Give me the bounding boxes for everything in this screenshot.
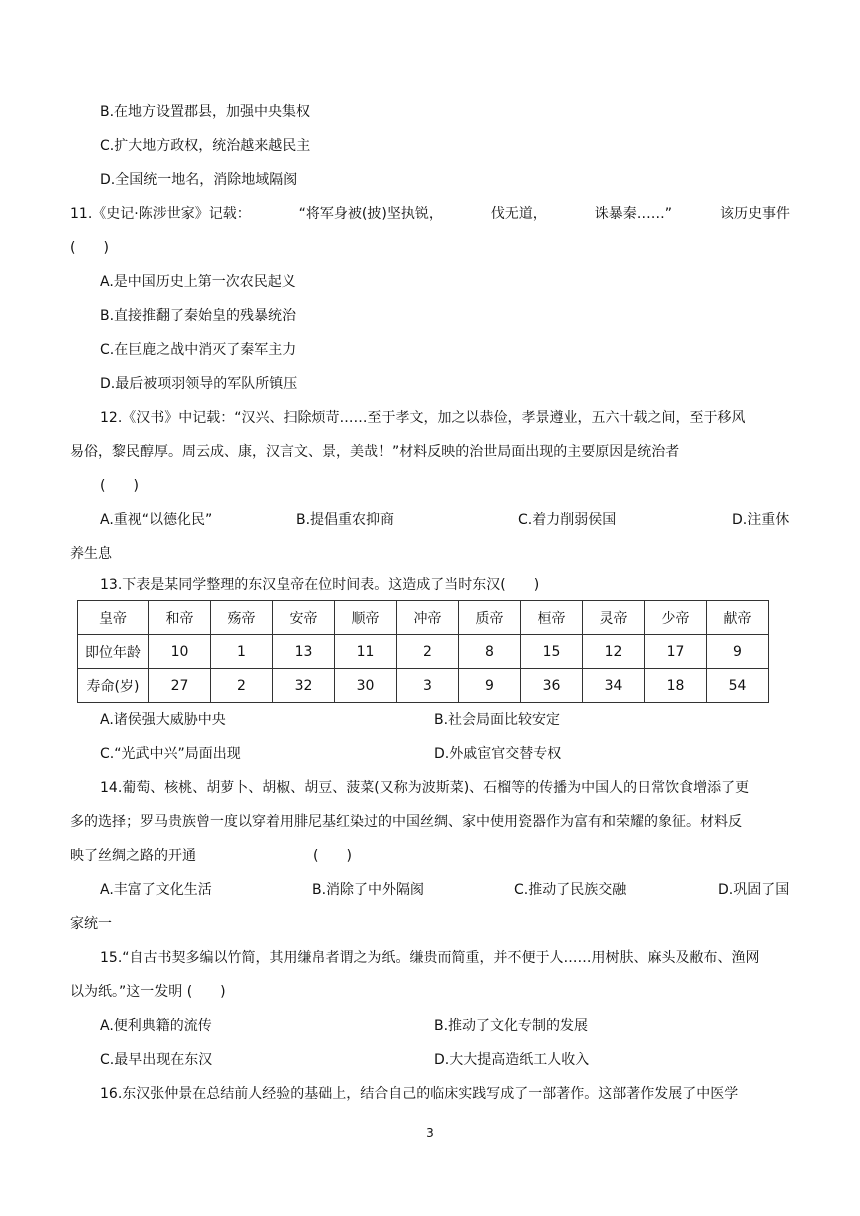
table-header-cell: 殇帝 xyxy=(211,601,273,635)
q13-options-row1 xyxy=(100,710,790,730)
q12-answer-bracket: ( ) xyxy=(100,478,139,494)
q13-option-b: B.社会局面比较安定 xyxy=(434,712,561,728)
table-row xyxy=(78,669,769,703)
q11-stem-part: 该历史事件 xyxy=(719,206,790,222)
q15-option-a: A.便利典籍的流传 xyxy=(100,1018,212,1034)
table-cell: 36 xyxy=(521,669,583,703)
q12-option-d: D.注重休 xyxy=(732,512,790,528)
q15-options-row2 xyxy=(100,1050,790,1070)
q14-option-a: A.丰富了文化生活 xyxy=(100,882,212,898)
table-header-cell: 质帝 xyxy=(459,601,521,635)
q14-option-c: C.推动了民族交融 xyxy=(514,882,627,898)
table-header-cell: 献帝 xyxy=(707,601,769,635)
q12-option-b: B.提倡重农抑商 xyxy=(296,512,395,528)
q13-option-a: A.诸侯强大威胁中央 xyxy=(100,712,226,728)
q13-stem: 13.下表是某同学整理的东汉皇帝在位时间表。这造成了当时东汉( ) xyxy=(100,577,540,593)
q15-options-row1 xyxy=(100,1016,790,1036)
q14-option-d-continued: 家统一 xyxy=(70,916,112,932)
table-header-cell: 少帝 xyxy=(645,601,707,635)
table-cell: 12 xyxy=(583,635,645,669)
q11-stem xyxy=(70,204,790,224)
q14-stem-line3 xyxy=(70,846,352,866)
q15-option-b: B.推动了文化专制的发展 xyxy=(434,1018,589,1034)
table-cell: 1 xyxy=(211,635,273,669)
q12-option-c: C.着力削弱侯国 xyxy=(518,512,617,528)
q14-option-d: D.巩固了国 xyxy=(718,882,790,898)
table-row xyxy=(78,601,769,635)
q12-option-a: A.重视“以德化民” xyxy=(100,512,213,528)
q15-stem-line1: 15.“自古书契多编以竹简，其用缣帛者谓之为纸。缣贵而简重，并不便于人……用树肤、麻头及敝布、渔网 xyxy=(100,950,760,966)
table-row xyxy=(78,635,769,669)
q11-option-b: B.直接推翻了秦始皇的残暴统治 xyxy=(100,308,297,324)
table-cell: 8 xyxy=(459,635,521,669)
table-cell: 2 xyxy=(211,669,273,703)
q11-stem-part: 伐无道， xyxy=(490,206,547,222)
table-cell: 34 xyxy=(583,669,645,703)
q13-option-c: C.“光武中兴”局面出现 xyxy=(100,746,241,762)
q14-option-b: B.消除了中外隔阂 xyxy=(312,882,425,898)
table-cell: 27 xyxy=(149,669,211,703)
q10-option-c: C.扩大地方政权，统治越来越民主 xyxy=(100,138,311,154)
table-header-cell: 和帝 xyxy=(149,601,211,635)
table-cell: 寿命(岁) xyxy=(78,669,149,703)
table-cell: 3 xyxy=(397,669,459,703)
table-cell: 32 xyxy=(273,669,335,703)
q16-stem-line1: 16.东汉张仲景在总结前人经验的基础上，结合自己的临床实践写成了一部著作。这部著作发展了中医学 xyxy=(100,1086,739,1102)
q14-stem-line3-text: 映了丝绸之路的开通 xyxy=(70,848,196,864)
table-cell: 9 xyxy=(707,635,769,669)
q13-option-d: D.外戚宦官交替专权 xyxy=(434,746,562,762)
table-cell: 10 xyxy=(149,635,211,669)
table-cell: 2 xyxy=(397,635,459,669)
table-header-cell: 冲帝 xyxy=(397,601,459,635)
q10-option-b: B.在地方设置郡县，加强中央集权 xyxy=(100,104,311,120)
emperor-table xyxy=(77,600,769,703)
table-header-cell: 皇帝 xyxy=(78,601,149,635)
q14-options-row xyxy=(100,880,790,900)
table-cell: 54 xyxy=(707,669,769,703)
q10-option-d: D.全国统一地名，消除地域隔阂 xyxy=(100,172,298,188)
table-cell: 13 xyxy=(273,635,335,669)
table-header-cell: 安帝 xyxy=(273,601,335,635)
q12-options-row xyxy=(100,510,790,530)
q14-answer-bracket: ( ) xyxy=(313,848,352,864)
table-header-cell: 桓帝 xyxy=(521,601,583,635)
table-cell: 30 xyxy=(335,669,397,703)
table-cell: 17 xyxy=(645,635,707,669)
q11-answer-bracket: ( ) xyxy=(70,240,109,256)
q11-option-d: D.最后被项羽领导的军队所镇压 xyxy=(100,376,298,392)
table-header-cell: 灵帝 xyxy=(583,601,645,635)
table-cell: 即位年龄 xyxy=(78,635,149,669)
q11-stem-part: 11.《史记·陈涉世家》记载： xyxy=(70,206,251,222)
q14-stem-line2: 多的选择；罗马贵族曾一度以穿着用腓尼基红染过的中国丝绸、家中使用瓷器作为富有和荣耀的象征。材料反 xyxy=(70,814,742,830)
table-cell: 15 xyxy=(521,635,583,669)
q15-option-d: D.大大提高造纸工人收入 xyxy=(434,1052,590,1068)
q15-stem-line2: 以为纸。”这一发明 ( ) xyxy=(70,984,226,1000)
table-cell: 18 xyxy=(645,669,707,703)
q11-stem-part: “将军身被(披)坚执锐， xyxy=(298,206,443,222)
q14-stem-line1: 14.葡萄、核桃、胡萝卜、胡椒、胡豆、菠菜(又称为波斯菜)、石榴等的传播为中国人的日常饮食增添了更 xyxy=(100,780,750,796)
page-number: 3 xyxy=(426,1126,434,1140)
q12-option-d-continued: 养生息 xyxy=(70,546,112,562)
q15-option-c: C.最早出现在东汉 xyxy=(100,1052,213,1068)
q11-stem-part: 诛暴秦……” xyxy=(594,206,673,222)
table-header-cell: 顺帝 xyxy=(335,601,397,635)
q13-options-row2 xyxy=(100,744,790,764)
table-cell: 9 xyxy=(459,669,521,703)
table-cell: 11 xyxy=(335,635,397,669)
q12-stem-line1: 12.《汉书》中记载：“汉兴、扫除烦苛……至于孝文，加之以恭俭，孝景遵业，五六十载之间，至于移风 xyxy=(100,410,746,426)
q11-option-c: C.在巨鹿之战中消灭了秦军主力 xyxy=(100,342,297,358)
q12-stem-line2: 易俗，黎民醇厚。周云成、康，汉言文、景，美哉！”材料反映的治世局面出现的主要原因是统治者 xyxy=(70,444,680,460)
q11-option-a: A.是中国历史上第一次农民起义 xyxy=(100,274,296,290)
